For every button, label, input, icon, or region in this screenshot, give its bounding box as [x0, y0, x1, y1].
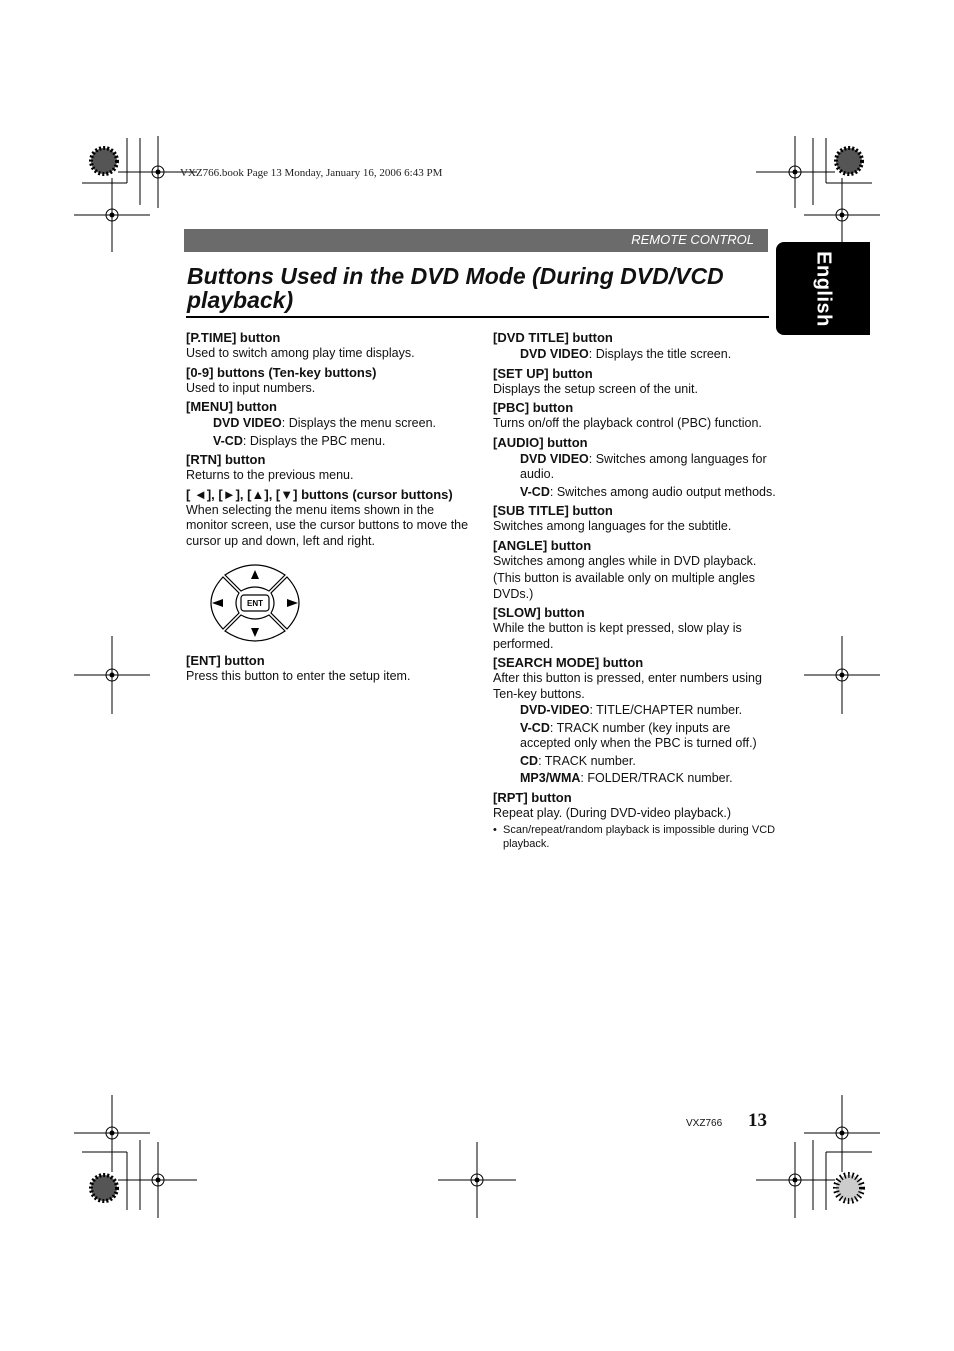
tenkey-heading: [0-9] buttons (Ten-key buttons) [186, 364, 377, 380]
slow-entry [493, 605, 778, 652]
audio-entry [493, 435, 778, 501]
up-arrow-icon: ▲ [251, 486, 265, 502]
cursor-description: When selecting the menu items shown in the monitor screen, use the cursor buttons to move the cursor up and down, left and right. [186, 502, 469, 548]
dvdtitle-heading: [DVD TITLE] button [493, 330, 613, 345]
cursor-pad-diagram [203, 561, 307, 645]
slow-heading: [SLOW] button [493, 605, 585, 620]
rpt-note [493, 823, 778, 851]
pbc-description: Turns on/off the playback control (PBC) function. [493, 416, 762, 430]
ent-key-label: ENT [247, 599, 263, 608]
search-heading: [SEARCH MODE] button [493, 655, 644, 670]
menu-entry [186, 399, 471, 449]
subtitle-description: Switches among languages for the subtitle. [493, 519, 732, 533]
search-vcd-text: : TRACK number (key inputs are accepted only when the PBC is turned off.) [520, 720, 757, 750]
rpt-note-text: Scan/repeat/random playback is impossible during VCD playback. [503, 824, 776, 850]
cursor-entry [186, 487, 471, 646]
ptime-entry [186, 330, 471, 362]
title-divider [186, 316, 769, 318]
down-arrow-icon: ▼ [280, 486, 294, 502]
menu-dvd-label: DVD VIDEO [213, 416, 282, 430]
section-header-bar [184, 229, 768, 252]
bullet-icon: • [493, 824, 497, 836]
menu-heading: [MENU] button [186, 399, 277, 414]
pbc-heading: [PBC] button [493, 400, 574, 415]
search-vcd-label: V-CD [520, 720, 550, 735]
setup-entry [493, 366, 778, 398]
search-entry [493, 655, 778, 787]
search-dvd-item [520, 703, 778, 719]
audio-vcd-item [520, 485, 778, 501]
setup-description: Displays the setup screen of the unit. [493, 381, 698, 396]
dvdtitle-label: DVD VIDEO [520, 347, 589, 361]
dvdtitle-text: : Displays the title screen. [588, 347, 732, 361]
menu-dvd-item [213, 416, 471, 432]
tenkey-entry [186, 365, 471, 397]
right-column [493, 328, 778, 854]
ent-entry [186, 653, 471, 685]
section-label: REMOTE CONTROL [631, 232, 754, 247]
search-description: After this button is pressed, enter numbers using Ten-key buttons. [493, 671, 762, 701]
angle-heading: [ANGLE] button [493, 537, 592, 553]
search-mp3-item [520, 771, 778, 787]
angle-description: Switches among angles while in DVD playback. [493, 553, 757, 568]
cursor-heading: [ ◄], [►], [▲], [▼] buttons (cursor buttons) [186, 486, 453, 502]
right-arrow-icon: ► [222, 486, 236, 502]
search-dvd-label: DVD-VIDEO [520, 703, 590, 717]
page-title: Buttons Used in the DVD Mode (During DVD/VCD playback) [187, 263, 724, 313]
rpt-heading: [RPT] button [493, 789, 572, 805]
rtn-heading: [RTN] button [186, 452, 266, 467]
rpt-entry [493, 790, 778, 852]
angle-note: (This button is available only on multiple angles DVDs.) [493, 571, 755, 601]
language-tab-label: English [812, 250, 835, 327]
tenkey-description: Used to input numbers. [186, 380, 316, 395]
ent-description: Press this button to enter the setup item. [186, 669, 411, 683]
menu-vcd-label: V-CD [213, 433, 243, 448]
rtn-entry [186, 452, 471, 484]
rtn-description: Returns to the previous menu. [186, 468, 354, 482]
search-cd-item [520, 754, 778, 770]
audio-dvd-item [520, 452, 778, 483]
audio-dvd-label: DVD VIDEO [520, 451, 589, 466]
rpt-description: Repeat play. (During DVD-video playback.) [493, 805, 732, 820]
audio-dvd-text: : Switches among languages for audio. [520, 451, 767, 481]
search-cd-label: CD [520, 753, 539, 768]
subtitle-entry [493, 503, 778, 535]
audio-vcd-label: V-CD [520, 484, 550, 499]
language-tab [776, 242, 870, 335]
file-info-header: VXZ766.book Page 13 Monday, January 16, 2006 6:43 PM [180, 167, 443, 179]
page-number: 13 [748, 1110, 767, 1131]
menu-vcd-item [213, 434, 471, 450]
search-mp3-text: : FOLDER/TRACK number. [580, 771, 733, 785]
audio-heading: [AUDIO] button [493, 434, 588, 450]
dvdtitle-item [520, 347, 778, 363]
left-column [186, 328, 471, 688]
pbc-entry [493, 400, 778, 432]
cursor-heading-text: ] buttons (cursor buttons) [293, 486, 453, 502]
setup-heading: [SET UP] button [493, 365, 593, 381]
search-mp3-label: MP3/WMA [520, 771, 581, 785]
left-arrow-icon: ◄ [193, 486, 207, 502]
slow-description: While the button is kept pressed, slow play is performed. [493, 621, 742, 651]
menu-dvd-text: : Displays the menu screen. [281, 416, 437, 430]
ent-heading: [ENT] button [186, 653, 265, 668]
subtitle-heading: [SUB TITLE] button [493, 503, 613, 518]
ptime-description: Used to switch among play time displays. [186, 346, 415, 360]
audio-vcd-text: : Switches among audio output methods. [549, 484, 776, 499]
search-dvd-text: : TITLE/CHAPTER number. [589, 703, 743, 717]
search-vcd-item [520, 721, 778, 752]
dvdtitle-entry [493, 330, 778, 363]
angle-entry [493, 538, 778, 603]
menu-vcd-text: : Displays the PBC menu. [242, 433, 386, 448]
search-cd-text: : TRACK number. [538, 753, 636, 768]
footer-model: VXZ766 [686, 1118, 723, 1129]
ptime-heading: [P.TIME] button [186, 330, 281, 345]
